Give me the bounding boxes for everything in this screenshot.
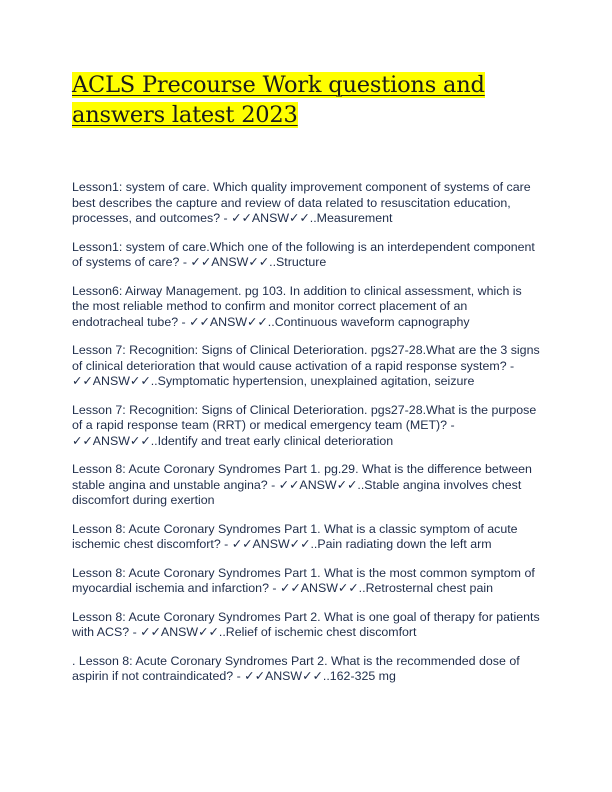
document-title bbox=[72, 70, 542, 130]
qa-list bbox=[72, 180, 542, 698]
highlighted-title-text: ACLS Precourse Work questions and answers latest 2023 bbox=[72, 72, 485, 128]
qa-item: Lesson 8: Acute Coronary Syndromes Part 2. What is one goal of therapy for patients with ACS? - ✓✓ANSW✓✓..Relief of ischemic chest discomfort bbox=[72, 609, 540, 639]
qa-item: Lesson 7: Recognition: Signs of Clinical Deterioration. pgs27-28.What is the purpose of a rapid response team (RRT) or medical emergency team (MET)? - ✓✓ANSW✓✓..Identify and treat early clinical deterioration bbox=[72, 402, 537, 448]
qa-item: Lesson 8: Acute Coronary Syndromes Part 1. pg.29. What is the difference between stable angina and unstable angina? - ✓✓ANSW✓✓..Stable angina involves chest discomfort during exertion bbox=[72, 462, 532, 507]
qa-item: Lesson1: system of care.Which one of the following is an interdependent component of systems of care? - ✓✓ANSW✓✓..Structure bbox=[72, 239, 535, 269]
qa-item: Lesson6: Airway Management. pg 103. In addition to clinical assessment, which is the most reliable method to confirm and monitor correct placement of an endotracheal tube? - ✓✓ANSW✓✓..Continuous waveform capnography bbox=[72, 283, 522, 329]
qa-item: Lesson1: system of care. Which quality improvement component of systems of care best describes the capture and review of data related to resuscitation education, processes, and outcomes? - ✓✓ANSW✓✓..Measurement bbox=[72, 180, 531, 225]
qa-item: Lesson 8: Acute Coronary Syndromes Part 1. What is the most common symptom of myocardial ischemia and infarction? - ✓✓ANSW✓✓..Retrosternal chest pain bbox=[72, 565, 535, 595]
qa-item: Lesson 8: Acute Coronary Syndromes Part 1. What is a classic symptom of acute ischemic chest discomfort? - ✓✓ANSW✓✓..Pain radiating down the left arm bbox=[72, 521, 518, 551]
qa-item: . Lesson 8: Acute Coronary Syndromes Part 2. What is the recommended dose of aspirin if not contraindicated? - ✓✓ANSW✓✓..162-325 mg bbox=[72, 653, 520, 683]
qa-item: Lesson 7: Recognition: Signs of Clinical Deterioration. pgs27-28.What are the 3 signs of clinical deterioration that would cause activation of a rapid response system? - ✓✓ANSW✓✓..Symptomatic hypertension, unexplained agitation, seizure bbox=[72, 343, 540, 388]
